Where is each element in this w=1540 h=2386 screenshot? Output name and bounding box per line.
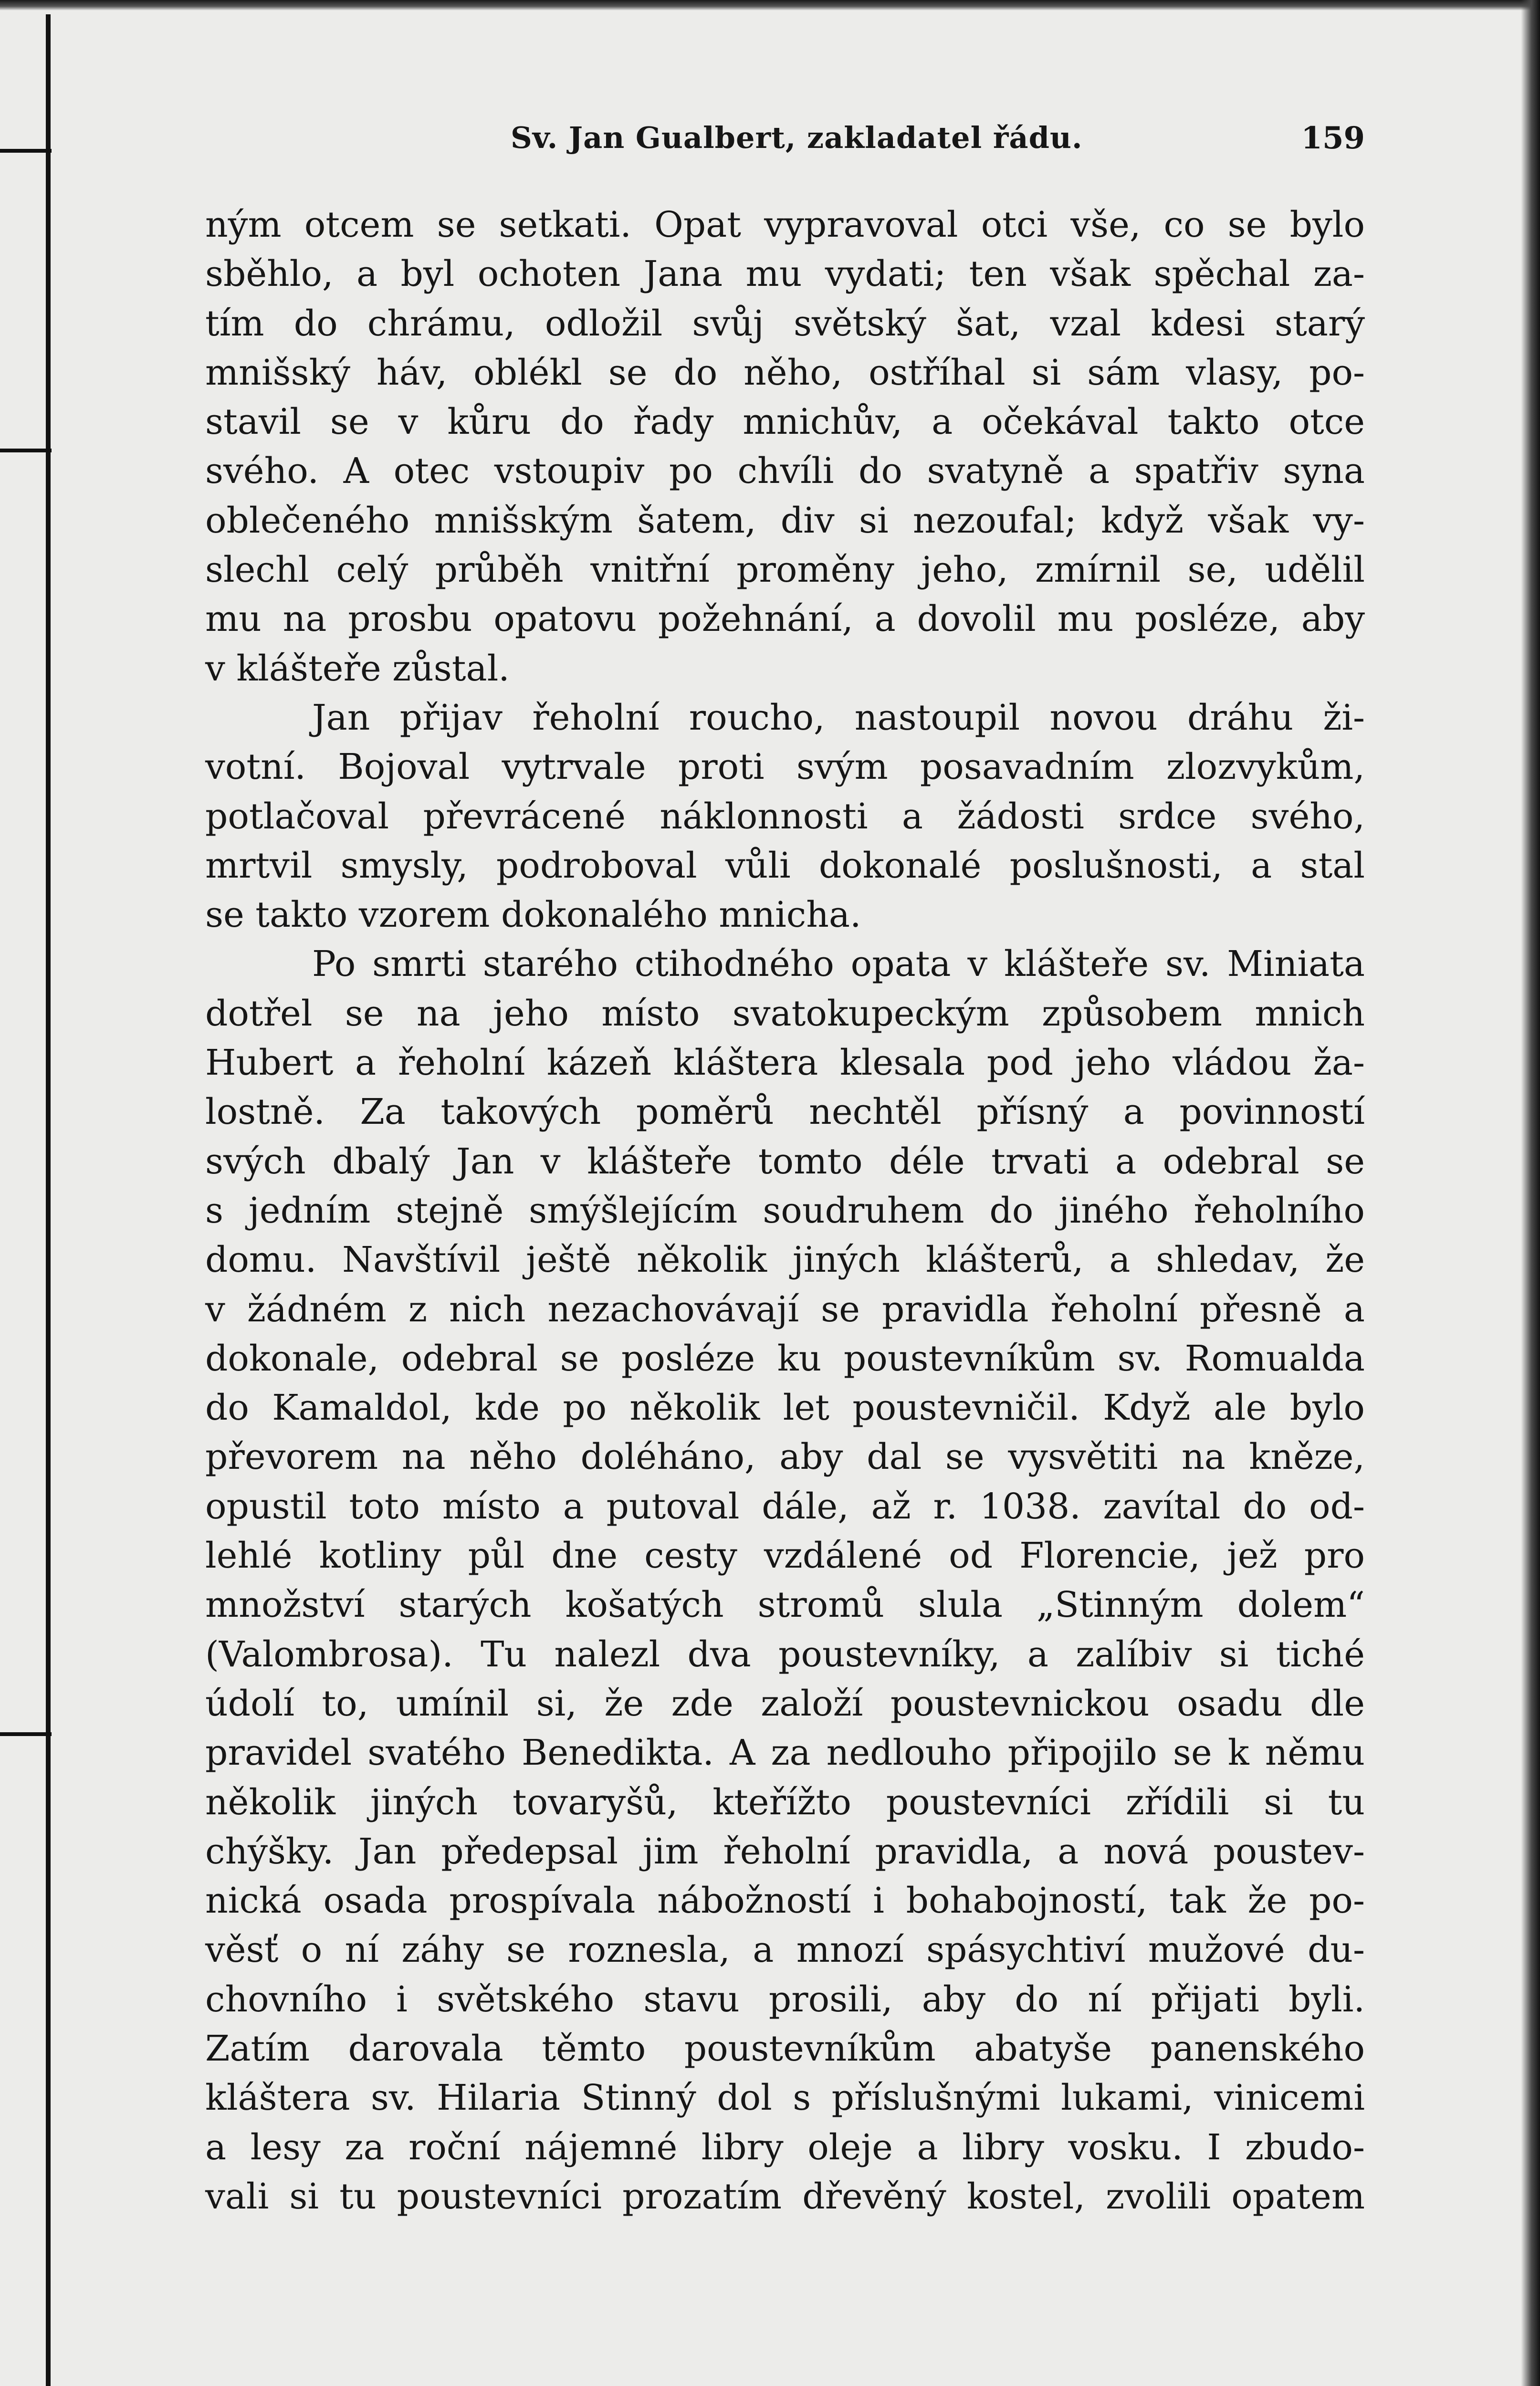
page-header <box>205 120 1365 178</box>
text-line: lostně. Za takových poměrů nechtěl přísný a povinností <box>205 1091 1365 1133</box>
text-line: chovního i světského stavu prosili, aby do ní přijati byli. <box>205 1978 1365 2020</box>
text-line: potlačoval převrácené náklonnosti a žádosti srdce svého, <box>205 795 1365 837</box>
text-line: v žádném z nich nezachovávají se pravidla řeholní přesně a <box>205 1288 1365 1330</box>
text-line: chýšky. Jan předepsal jim řeholní pravidla, a nová poustev- <box>205 1831 1365 1872</box>
text-line: s jedním stejně smýšlejícím soudruhem do jiného řeholního <box>205 1190 1365 1231</box>
text-line: lehlé kotliny půl dne cesty vzdálené od Florencie, jež pro <box>205 1535 1365 1577</box>
text-line: domu. Navštívil ještě několik jiných klášterů, a shledav, že <box>205 1239 1365 1281</box>
scan-edge-top <box>0 0 1540 10</box>
text-line: opustil toto místo a putoval dále, až r. 1038. zavítal do od- <box>205 1486 1365 1527</box>
text-line: Hubert a řeholní kázeň kláštera klesala pod jeho vládou ža- <box>205 1042 1365 1084</box>
text-line: a lesy za roční nájemné libry oleje a libry vosku. I zbudo- <box>205 2126 1365 2168</box>
running-title: Sv. Jan Gualbert, zakladatel řádu. <box>511 120 1083 155</box>
text-line: votní. Bojoval vytrvale proti svým posavadním zlozvykům, <box>205 746 1365 788</box>
text-line: tím do chrámu, odložil svůj světský šat, vzal kdesi starý <box>205 303 1365 344</box>
text-line: (Valombrosa). Tu nalezl dva poustevníky, a zalíbiv si tiché <box>205 1633 1365 1675</box>
text-line: svého. A otec vstoupiv po chvíli do svatyně a spatřiv syna <box>205 450 1365 492</box>
text-line: mnišský háv, oblékl se do něho, ostříhal si sám vlasy, po- <box>205 352 1365 393</box>
text-line: dokonale, odebral se posléze ku poustevníkům sv. Romualda <box>205 1338 1365 1379</box>
binding-mark <box>0 149 52 153</box>
text-line: stavil se v kůru do řady mnichův, a očekával takto otce <box>205 401 1365 443</box>
binding-mark <box>0 449 52 452</box>
text-line: mrtvil smysly, podroboval vůli dokonalé poslušnosti, a stal <box>205 845 1365 886</box>
text-line: Zatím darovala těmto poustevníkům abatyše panenského <box>205 2028 1365 2069</box>
text-line: se takto vzorem dokonalého mnicha. <box>205 894 861 936</box>
text-line: mu na prosbu opatovu požehnání, a dovolil mu posléze, aby <box>205 598 1365 640</box>
text-line: vali si tu poustevníci prozatím dřevěný kostel, zvolili opatem <box>205 2176 1365 2217</box>
text-line: pravidel svatého Benedikta. A za nedlouho připojilo se k němu <box>205 1732 1365 1774</box>
text-line: v klášteře zůstal. <box>205 648 510 689</box>
text-line: kláštera sv. Hilaria Stinný dol s příslušnými lukami, vinicemi <box>205 2077 1365 2119</box>
paragraph-first-line: Jan přijav řeholní roucho, nastoupil novou dráhu ži- <box>312 697 1365 738</box>
text-line: údolí to, umínil si, že zde založí poustevnickou osadu dle <box>205 1683 1365 1724</box>
text-line: ným otcem se setkati. Opat vypravoval otci vše, co se bylo <box>205 204 1365 245</box>
scan-edge-right <box>1521 0 1540 2386</box>
binding-line <box>46 14 51 2386</box>
text-line: svých dbalý Jan v klášteře tomto déle trvati a odebral se <box>205 1141 1365 1182</box>
binding-mark <box>0 1732 52 1736</box>
text-line: dotřel se na jeho místo svatokupeckým způsobem mnich <box>205 993 1365 1034</box>
text-line: několik jiných tovaryšů, kteřížto poustevníci zřídili si tu <box>205 1781 1365 1823</box>
text-line: množství starých košatých stromů slula „Stinným dolem“ <box>205 1584 1365 1626</box>
text-line: slechl celý průběh vnitřní proměny jeho, zmírnil se, udělil <box>205 549 1365 591</box>
text-line: do Kamaldol, kde po několik let poustevničil. Když ale bylo <box>205 1387 1365 1429</box>
paragraph-first-line: Po smrti starého ctihodného opata v klášteře sv. Miniata <box>312 943 1365 985</box>
text-line: věsť o ní záhy se roznesla, a mnozí spásychtiví mužové du- <box>205 1929 1365 1971</box>
body-text <box>205 200 1365 2221</box>
text-line: oblečeného mnišským šatem, div si nezoufal; když však vy- <box>205 500 1365 541</box>
text-line: převorem na něho doléháno, aby dal se vysvětiti na kněze, <box>205 1436 1365 1478</box>
text-line: sběhlo, a byl ochoten Jana mu vydati; ten však spěchal za- <box>205 253 1365 295</box>
text-line: nická osada prospívala nábožností i bohabojností, tak že po- <box>205 1880 1365 1922</box>
page-number: 159 <box>1301 120 1365 156</box>
